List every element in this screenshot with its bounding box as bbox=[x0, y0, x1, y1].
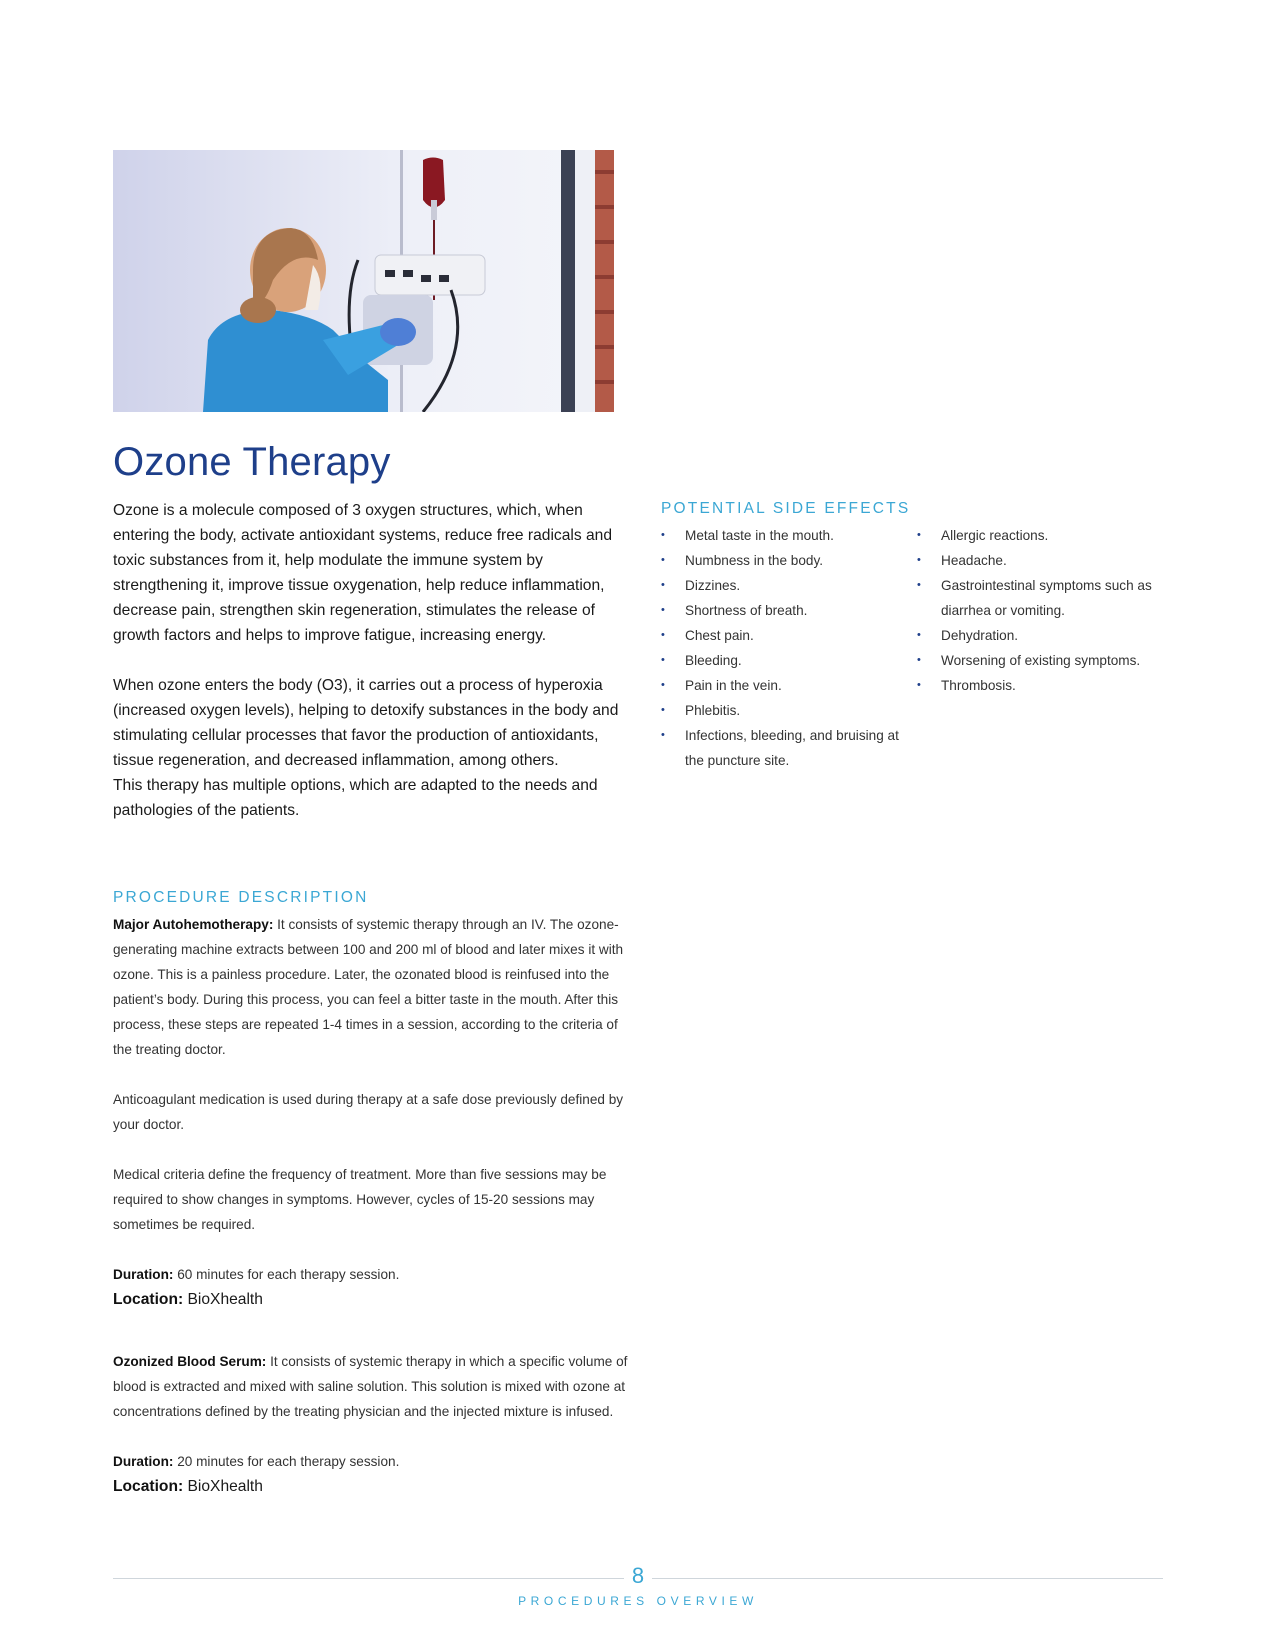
duration-line bbox=[113, 1449, 633, 1474]
procedure-heading: PROCEDURE DESCRIPTION bbox=[113, 889, 369, 906]
side-effect-item: • Shortness of breath. bbox=[660, 598, 912, 623]
location-value: BioXhealth bbox=[183, 1291, 263, 1308]
side-effect-item: • Dehydration. bbox=[916, 623, 1178, 648]
side-effect-item: • Worsening of existing symptoms. bbox=[916, 648, 1178, 673]
footer-divider-right bbox=[652, 1578, 1163, 1579]
duration-value: 20 minutes for each therapy session. bbox=[173, 1454, 400, 1469]
duration-label: Duration: bbox=[113, 1267, 174, 1282]
side-effect-item: • Infections, bleeding, and bruising at the puncture site. bbox=[660, 723, 912, 773]
location-label: Location: bbox=[113, 1291, 184, 1308]
intro-paragraph: This therapy has multiple options, which are adapted to the needs and pathologies of the patients. bbox=[113, 777, 598, 819]
intro-paragraph: Ozone is a molecule composed of 3 oxygen structures, which, when entering the body, activate antioxidant systems, reduce free radicals and toxic substances from it, help modulate the immune system by strengthening it, improve tissue oxygenation, help reduce inflammation, decrease pain, strengthen skin regeneration, stimulates the release of growth factors and helps to improve fatigue, increasing energy. bbox=[113, 502, 612, 644]
side-effect-item: • Numbness in the body. bbox=[660, 548, 912, 573]
duration-label: Duration: bbox=[113, 1454, 174, 1469]
frequency-paragraph: Medical criteria define the frequency of treatment. More than five sessions may be required to show changes in symptoms. However, cycles of 15-20 sessions may sometimes be required. bbox=[113, 1167, 607, 1232]
location-label: Location: bbox=[113, 1478, 184, 1495]
page-title: Ozone Therapy bbox=[113, 440, 391, 484]
major-autohemotherapy-label: Major Autohemotherapy: bbox=[113, 917, 274, 932]
side-effects-list-left bbox=[660, 523, 912, 773]
location-value: BioXhealth bbox=[183, 1478, 263, 1495]
anticoagulant-paragraph: Anticoagulant medication is used during therapy at a safe dose previously defined by your doctor. bbox=[113, 1092, 624, 1132]
intro-text bbox=[113, 498, 625, 823]
side-effect-item: • Pain in the vein. bbox=[660, 673, 912, 698]
location-line bbox=[113, 1474, 633, 1499]
side-effect-item: • Metal taste in the mouth. bbox=[660, 523, 912, 548]
side-effects-list-right bbox=[916, 523, 1178, 698]
procedure-description bbox=[113, 912, 633, 1499]
major-autohemotherapy-text: It consists of systemic therapy through an IV. The ozone-generating machine extracts between 100 and 200 ml of blood and later mixes it with ozone. This is a painless procedure. Later, the ozonated blood is reinfused into the patient’s body. During this process, you can feel a bitter taste in the mouth. After this process, these steps are repeated 1-4 times in a session, according to the criteria of the treating doctor. bbox=[113, 917, 624, 1057]
duration-value: 60 minutes for each therapy session. bbox=[173, 1267, 400, 1282]
footer-section-label: PROCEDURES OVERVIEW bbox=[518, 1594, 758, 1608]
ozonized-blood-serum-label: Ozonized Blood Serum: bbox=[113, 1354, 267, 1369]
page-number: 8 bbox=[631, 1563, 645, 1588]
major-autohemotherapy-paragraph bbox=[113, 912, 633, 1062]
photo-nurse-ozone-machine-icon bbox=[113, 150, 614, 412]
side-effect-item: • Bleeding. bbox=[660, 648, 912, 673]
side-effect-item: • Headache. bbox=[916, 548, 1178, 573]
side-effect-item: • Allergic reactions. bbox=[916, 523, 1178, 548]
ozonized-blood-serum-paragraph bbox=[113, 1349, 633, 1424]
ozonized-blood-serum-text: It consists of systemic therapy in which a specific volume of blood is extracted and mixed with saline solution. This solution is mixed with ozone at concentrations defined by the treating physician and the injected mixture is infused. bbox=[113, 1354, 628, 1419]
side-effect-item: • Dizzines. bbox=[660, 573, 912, 598]
side-effect-item: • Gastrointestinal symptoms such as diarrhea or vomiting. bbox=[916, 573, 1178, 623]
duration-line bbox=[113, 1262, 633, 1287]
intro-paragraph: When ozone enters the body (O3), it carries out a process of hyperoxia (increased oxygen levels), helping to detoxify substances in the body and stimulating cellular processes that favor the production of antioxidants, tissue regeneration, and decreased inflammation, among others. bbox=[113, 677, 619, 769]
side-effect-item: • Phlebitis. bbox=[660, 698, 912, 723]
hero-photo bbox=[113, 150, 614, 412]
side-effects-heading: POTENTIAL SIDE EFFECTS bbox=[661, 500, 911, 517]
side-effect-item: • Thrombosis. bbox=[916, 673, 1178, 698]
location-line bbox=[113, 1287, 633, 1312]
side-effect-item: • Chest pain. bbox=[660, 623, 912, 648]
footer-divider-left bbox=[113, 1578, 624, 1579]
